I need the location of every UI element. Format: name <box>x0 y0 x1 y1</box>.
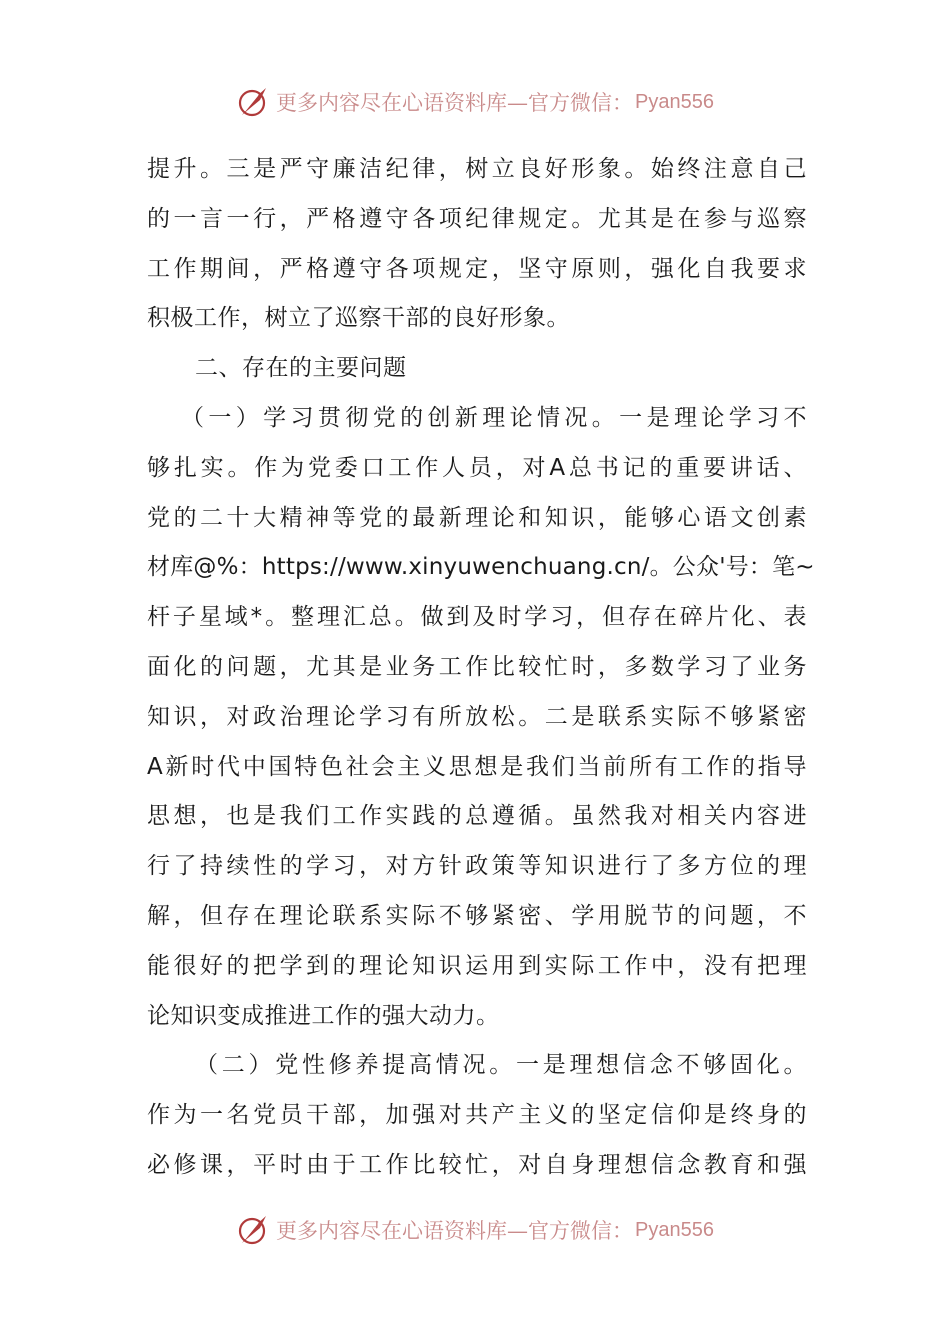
quill-pen-logo-icon <box>236 85 270 119</box>
footer-banner <box>0 1208 950 1252</box>
text-line: 积极工作，树立了巡察干部的良好形象。 <box>147 305 570 332</box>
quill-pen-logo-icon <box>236 1213 270 1247</box>
text-line: 能很好的把学到的理论知识运用到实际工作中，没有把理 <box>147 952 807 979</box>
text-line: 党的二十大精神等党的最新理论和知识，能够心语文创素 <box>147 504 807 531</box>
text-line: 材库@%：https://www.xinyuwenchuang.cn/。公众'号：笔~ <box>147 554 815 581</box>
body-text <box>147 145 815 1191</box>
text-line: 知识，对政治理论学习有所放松。二是联系实际不够紧密 <box>147 703 807 730</box>
text-line: 必修课，平时由于工作比较忙，对自身理想信念教育和强 <box>147 1151 807 1178</box>
text-line: A新时代中国特色社会主义思想是我们当前所有工作的指导 <box>147 753 807 780</box>
text-line: 工作期间，严格遵守各项规定，坚守原则，强化自我要求 <box>147 255 807 282</box>
text-line: 行了持续性的学习，对方针政策等知识进行了多方位的理 <box>147 853 807 880</box>
header-banner-text: 更多内容尽在心语资料库—官方微信： <box>276 91 634 115</box>
text-line: 面化的问题，尤其是业务工作比较忙时，多数学习了业务 <box>147 653 807 680</box>
header-wechat-id: Pyan556 <box>635 90 714 113</box>
header-banner <box>0 80 950 124</box>
text-line: 论知识变成推进工作的强大动力。 <box>147 1002 500 1029</box>
text-line: 够扎实。作为党委口工作人员，对A总书记的重要讲话、 <box>147 454 807 481</box>
footer-wechat-id: Pyan556 <box>635 1218 714 1241</box>
text-line: 作为一名党员干部，加强对共产主义的坚定信仰是终身的 <box>147 1102 807 1129</box>
footer-banner-text: 更多内容尽在心语资料库—官方微信： <box>276 1219 634 1243</box>
text-line: 解，但存在理论联系实际不够紧密、学用脱节的问题，不 <box>147 902 807 929</box>
text-line: 杆子星域*。整理汇总。做到及时学习，但存在碎片化、表 <box>147 604 807 631</box>
text-line: 的一言一行，严格遵守各项纪律规定。尤其是在参与巡察 <box>147 205 807 232</box>
text-line: 提升。三是严守廉洁纪律，树立良好形象。始终注意自己 <box>147 156 807 182</box>
section-heading: 二、存在的主要问题 <box>195 355 407 382</box>
text-line: 思想，也是我们工作实践的总遵循。虽然我对相关内容进 <box>147 803 807 830</box>
subsection-line: （二）党性修养提高情况。一是理想信念不够固化。 <box>195 1052 807 1079</box>
subsection-line: （一）学习贯彻党的创新理论情况。一是理论学习不 <box>181 404 807 431</box>
